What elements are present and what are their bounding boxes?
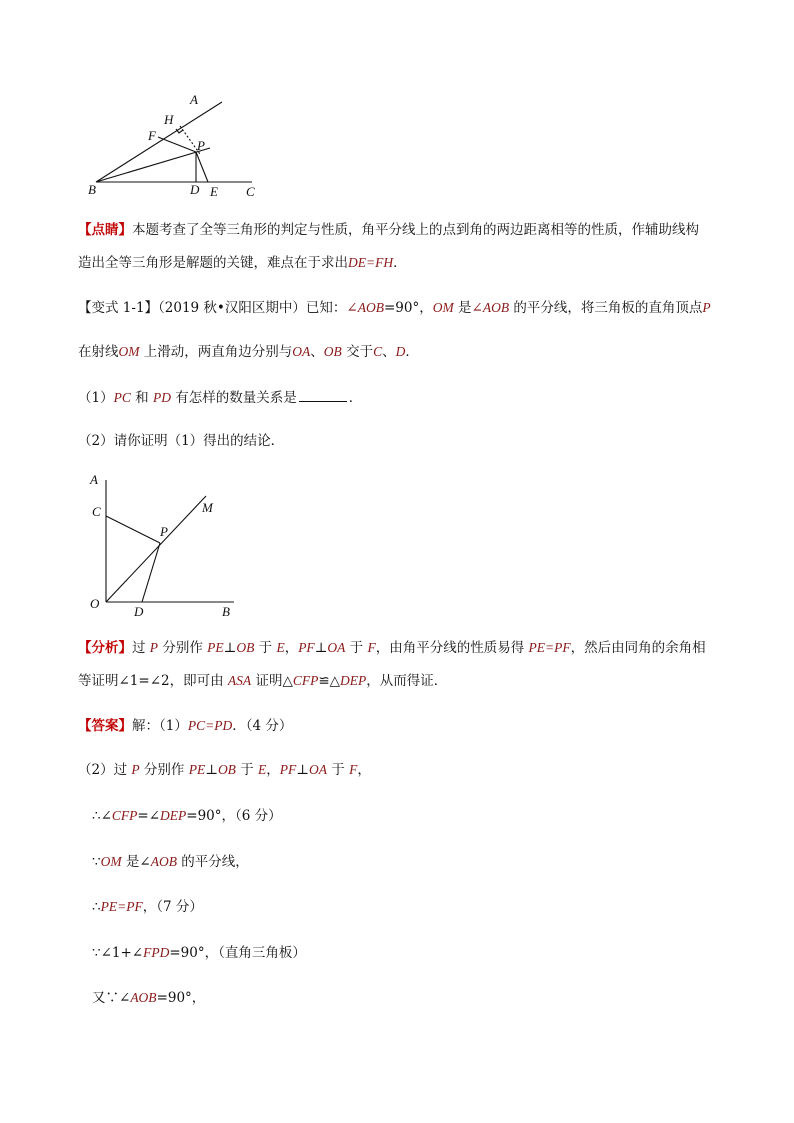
variant-tag: 【变式 1-1】: [78, 300, 159, 316]
fenxi-line-1: 【分析】过 P 分别作 PE⊥OB 于 E，PF⊥OA 于 F，由角平分线的性质易得 PE=PF，然后由同角的余角相: [78, 640, 706, 656]
label-o: O: [90, 596, 100, 611]
label-p: P: [160, 524, 168, 539]
label-m: M: [202, 500, 213, 515]
dianjing-tag: 【点睛】: [78, 222, 132, 238]
label-d: D: [190, 182, 200, 197]
question-2: （2）请你证明（1）得出的结论．: [78, 433, 285, 449]
proof-step-2: ∴∠CFP=∠DEP=90°，（6 分）: [92, 808, 282, 824]
answer-line: 【答案】解：（1）PC=PD．（4 分）: [78, 718, 293, 734]
fenxi-line-2: 等证明∠1=∠2，即可由 ASA 证明△CFP≌△DEP，从而得证．: [78, 673, 448, 689]
figure-triangle-bisector: [80, 92, 280, 204]
label-b: B: [222, 604, 230, 619]
line-fp: [158, 137, 196, 152]
proof-step-6: 又∵∠AOB=90°，: [92, 990, 206, 1006]
proof-step-4: ∴PE=PF，（7 分）: [92, 899, 203, 915]
segment-pd: [142, 543, 160, 602]
figure-angle-bisector-right-triangle: [84, 468, 244, 620]
label-f: F: [148, 128, 156, 143]
answer-tag: 【答案】: [78, 718, 132, 734]
line-pe: [196, 152, 208, 182]
segment-pc: [106, 516, 160, 543]
fenxi-tag: 【分析】: [78, 640, 132, 656]
line-bp: [96, 148, 210, 182]
dianjing-line-1: 【点睛】本题考查了全等三角形的判定与性质，角平分线上的点到角的两边距离相等的性质，作辅助线构: [78, 222, 699, 238]
proof-step-5: ∵∠1+∠FPD=90°，（直角三角板）: [92, 945, 306, 961]
label-d: D: [134, 604, 144, 619]
question-1: （1）PC 和 PD 有怎样的数量关系是 ．: [78, 387, 738, 408]
label-c: C: [246, 184, 255, 199]
variant-line-1: 【变式 1-1】（2019 秋•汉阳区期中）已知：∠AOB=90°，OM 是∠AOB 的平分线，将三角板的直角顶点P: [78, 300, 711, 316]
label-a: A: [190, 92, 198, 107]
label-h: H: [164, 112, 174, 127]
label-c: C: [92, 504, 101, 519]
proof-step-3: ∵OM 是∠AOB 的平分线，: [92, 854, 249, 870]
ray-om: [106, 496, 206, 602]
label-p: P: [197, 138, 205, 153]
proof-step-1: （2）过 P 分别作 PE⊥OB 于 E，PF⊥OA 于 F，: [78, 762, 371, 778]
label-b: B: [88, 182, 96, 197]
variant-line-2: 在射线OM 上滑动，两直角边分别与OA、OB 交于C、D．: [78, 344, 419, 360]
label-a: A: [90, 472, 98, 487]
answer-blank: [299, 387, 347, 402]
dianjing-line-2: 造出全等三角形是解题的关键，难点在于求出DE=FH．: [78, 255, 407, 271]
label-e: E: [210, 184, 218, 199]
